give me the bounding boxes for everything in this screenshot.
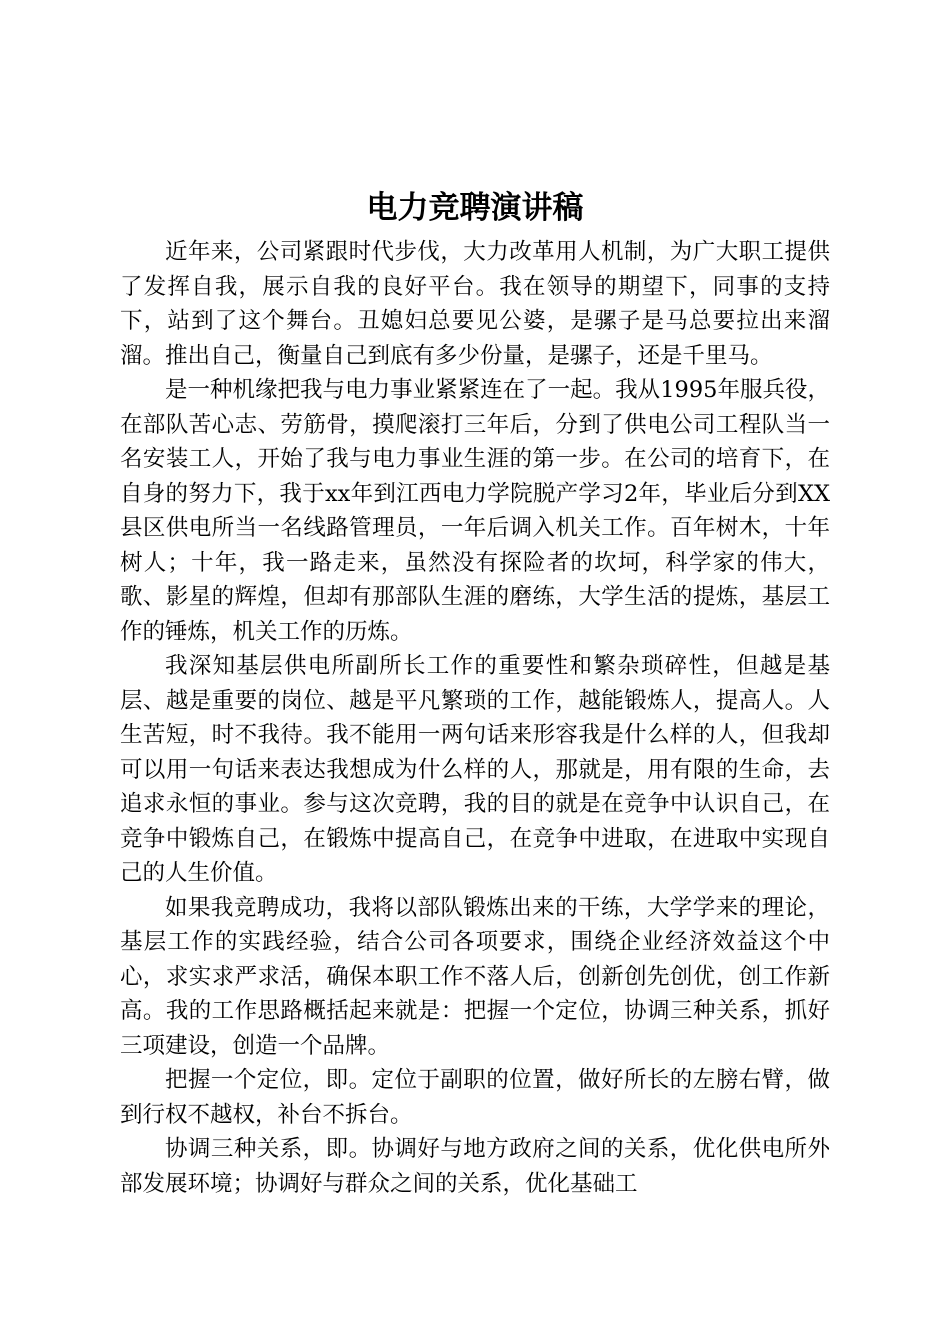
- document-body: [120, 235, 830, 1201]
- paragraph-4: 如果我竞聘成功，我将以部队锻炼出来的干练，大学学来的理论，基层工作的实践经验，结合公司各项要求，围绕企业经济效益这个中心，求实求严求活，确保本职工作不落人后，创新创先创优，创工作新高。我的工作思路概括起来就是：把握一个定位，协调三种关系，抓好三项建设，创造一个品牌。: [120, 894, 830, 1059]
- paragraph-2: 是一种机缘把我与电力事业紧紧连在了一起。我从1995年服兵役，在部队苦心志、劳筋骨，摸爬滚打三年后，分到了供电公司工程队当一名安装工人，开始了我与电力事业生涯的第一步。在公司的培育下，在自身的努力下，我于xx年到江西电力学院脱产学习2年，毕业后分到XX县区供电所当一名线路管理员，一年后调入机关工作。百年树木，十年树人；十年，我一路走来，虽然没有探险者的坎坷，科学家的伟大，歌、影星的辉煌，但却有那部队生涯的磨练，大学生活的提炼，基层工作的锤炼，机关工作的历炼。: [120, 377, 830, 645]
- paragraph-6: 协调三种关系，即。协调好与地方政府之间的关系，优化供电所外部发展环境；协调好与群众之间的关系，优化基础工: [120, 1136, 830, 1197]
- document-title: 电力竞聘演讲稿: [366, 190, 584, 226]
- paragraph-5: 把握一个定位，即。定位于副职的位置，做好所长的左膀右臂，做到行权不越权，补台不拆台。: [120, 1067, 830, 1128]
- paragraph-3: 我深知基层供电所副所长工作的重要性和繁杂琐碎性，但越是基层、越是重要的岗位、越是平凡繁琐的工作，越能锻炼人，提高人。人生苦短，时不我待。我不能用一两句话来形容我是什么样的人，但我却可以用一句话来表达我想成为什么样的人，那就是，用有限的生命，去追求永恒的事业。参与这次竞聘，我的目的就是在竞争中认识自己，在竞争中锻炼自己，在锻炼中提高自己，在竞争中进取，在进取中实现自己的人生价值。: [120, 653, 830, 886]
- paragraph-1: 近年来，公司紧跟时代步伐，大力改革用人机制，为广大职工提供了发挥自我，展示自我的良好平台。我在领导的期望下，同事的支持下，站到了这个舞台。丑媳妇总要见公婆，是骡子是马总要拉出来溜溜。推出自己，衡量自己到底有多少份量，是骡子，还是千里马。: [120, 239, 830, 369]
